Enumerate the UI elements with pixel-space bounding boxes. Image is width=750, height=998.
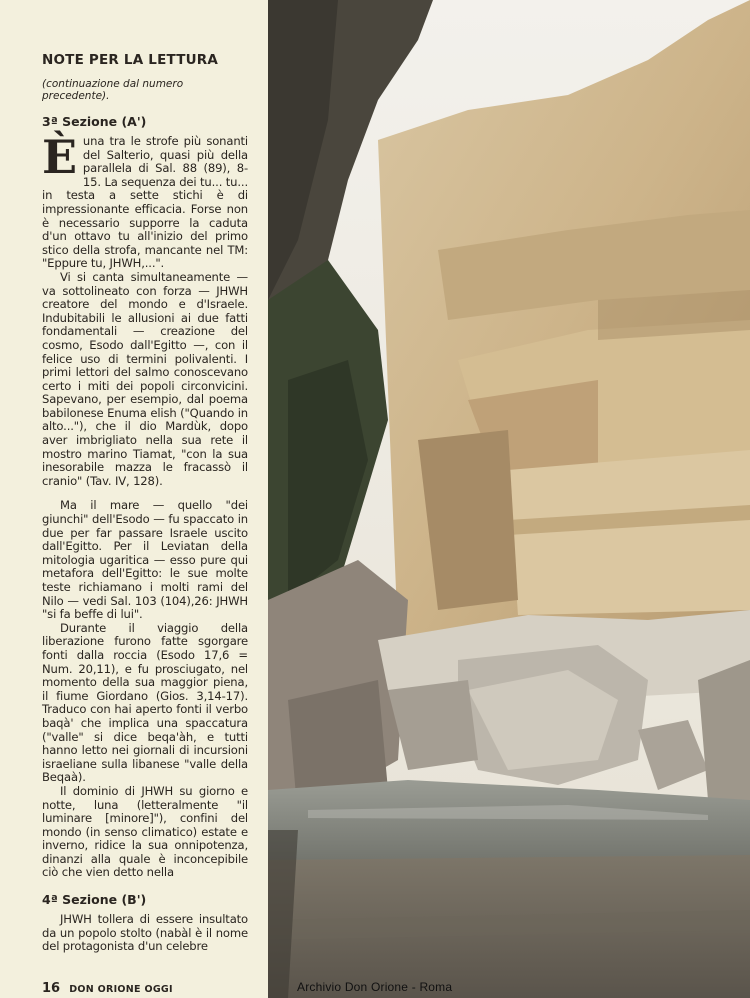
section-3-paragraph-2: Vi si canta simultaneamente — va sottolineato con forza — JHWH creatore del mondo e d'Israele. Indubitabili le allusioni ai due fatti fondamentali — creazione del cosmo, Esodo dall'Egitto —, con il felice uso di termini polivalenti. I primi lettori del salmo conoscevano certo i miti dei popoli circonvicini. Sapevano, per esempio, dal poema babilonese Enuma elish ("Quando in alto..."), che il dio Mardùk, dopo aver imbrigliato nella sua rete il mostro marino Tiamat, "con la sua inesorabile mazza le fracassò il cranio" (Tav. IV, 128). xyxy=(42,269,248,488)
page-number: 16 xyxy=(42,981,61,996)
photo-credit: Archivio Don Orione - Roma xyxy=(297,980,453,994)
section-3-paragraph-1-text: una tra le strofe più sonanti del Salterio, quasi più della parallela di Sal. 88 (89), 8-15. La sequenza dei tu... tu... in testa a sette stichi è di impressionante efficacia. Forse non è necessario supporre la caduta d'un ottavo tu all'inizio del primo stico della strofa, mancante nel TM: "Eppure tu, JHWH,...". xyxy=(42,134,248,271)
magazine-name: DON ORIONE OGGI xyxy=(69,984,173,995)
section-4-paragraph-1: JHWH tollera di essere insultato da un popolo stolto (nabàl è il nome del protagonista d'un celebre xyxy=(42,912,248,954)
section-3-heading: 3ª Sezione (A') xyxy=(42,114,147,129)
article-body xyxy=(42,52,248,954)
text-column xyxy=(0,0,270,998)
section-3-paragraph-4: Durante il viaggio della liberazione furono fatte sgorgare fonti dalla roccia (Esodo 17,6 = Num. 20,11), e fu prosciugato, nel momento della sua maggior piena, il fiume Giordano (Gios. 3,14-17). Traduco con hai aperto fonti il verbo baqà' che implica una spaccatura ("valle" si dice beqa'àh, e tutti hanno letto nei giornali di incursioni israeliane sulla libanese "valle della Beqaà). xyxy=(42,620,248,785)
page-title: NOTE PER LA LETTURA xyxy=(42,52,219,68)
section-3-paragraph-5: Il dominio di JHWH su giorno e notte, luna (letteralmente "il luminare [minore]"), confini del mondo (in senso climatico) estate e inverno, ridice la sua onnipotenza, dinanzi alla quale è inconcepibile ciò che vien detto nella xyxy=(42,783,248,880)
page-footer xyxy=(42,977,173,996)
section-4-heading: 4ª Sezione (B') xyxy=(42,892,147,908)
section-3-paragraph-3: Ma il mare — quello "dei giunchi" dell'Esodo — fu spaccato in due per far passare Israele uscito dall'Egitto. Per il Leviatan della mitologia ugaritica — esso pure qui metafora dell'Egitto: le sue molte teste richiamano i molti rami del Nilo — vedi Sal. 103 (104),26: JHWH "si fa beffe di lui". xyxy=(42,498,248,622)
drop-cap: È xyxy=(42,130,77,184)
canyon-photo xyxy=(268,0,750,998)
section-3-paragraph-1 xyxy=(42,130,248,271)
continuation-note: (continuazione dal numero precedente). xyxy=(42,78,184,102)
